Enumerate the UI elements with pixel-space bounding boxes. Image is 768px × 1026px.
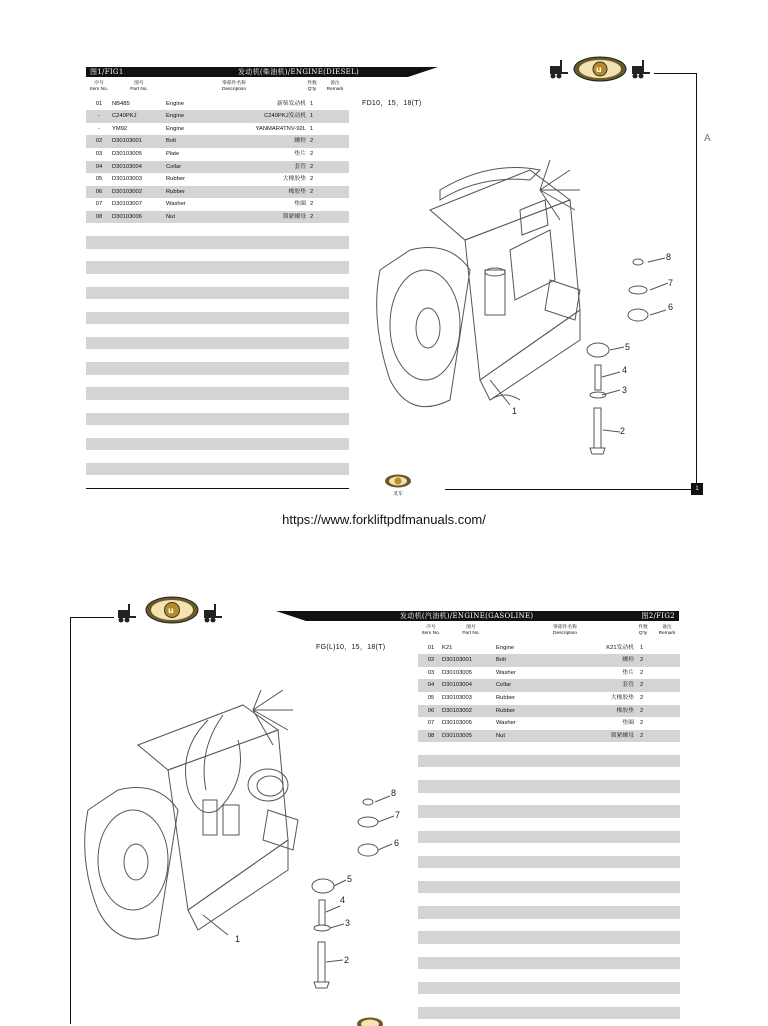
row-qty: 1 bbox=[310, 98, 313, 111]
row-qty: 2 bbox=[310, 135, 313, 148]
table-row bbox=[418, 717, 680, 730]
row-description-cn: 橡胶垫 bbox=[617, 705, 634, 718]
row-description-en: Rubber bbox=[166, 186, 185, 199]
page1-callout-3: 3 bbox=[622, 385, 627, 395]
page2-callout-7: 7 bbox=[395, 810, 400, 820]
page1-title: 发动机(柴油机)/ENGINE(DIESEL) bbox=[238, 67, 359, 77]
svg-text:u: u bbox=[596, 65, 602, 74]
diesel-engine-illustration bbox=[370, 150, 690, 480]
empty-table-row bbox=[418, 1007, 680, 1020]
row-part-no: NB485 bbox=[112, 98, 130, 111]
row-description-cn: YANMAR4TNV-92L bbox=[256, 123, 306, 136]
page1-page-number-text: 1 bbox=[695, 486, 698, 492]
row-description-cn: 垫圈 bbox=[622, 717, 634, 730]
empty-table-row bbox=[418, 957, 680, 970]
row-part-no: D30103006 bbox=[112, 211, 142, 224]
table-row bbox=[86, 211, 349, 224]
page1-frame-right bbox=[696, 73, 697, 483]
row-qty: 2 bbox=[310, 198, 313, 211]
empty-table-row bbox=[418, 755, 680, 768]
col-item-en: Item No. bbox=[86, 87, 112, 93]
table-row bbox=[86, 198, 349, 211]
row-part-no: D30103005 bbox=[442, 717, 472, 730]
page1-callout-6: 6 bbox=[668, 302, 673, 312]
empty-table-row bbox=[418, 805, 680, 818]
p2-col-part-en: Part No. bbox=[454, 631, 488, 637]
table-row bbox=[86, 98, 349, 111]
row-description-en: Engine bbox=[166, 98, 184, 111]
row-description-en: Collar bbox=[496, 679, 511, 692]
row-qty: 2 bbox=[640, 705, 643, 718]
row-item-no: 02 bbox=[90, 135, 108, 148]
table-row bbox=[86, 135, 349, 148]
row-part-no: D30103002 bbox=[442, 705, 472, 718]
row-description-cn: 垫片 bbox=[622, 667, 634, 680]
empty-table-row bbox=[86, 438, 349, 451]
row-item-no: 02 bbox=[422, 654, 440, 667]
p2-col-part-cn: 图号 bbox=[454, 625, 488, 631]
svg-text:u: u bbox=[168, 606, 174, 615]
row-description-cn: 垫圈 bbox=[294, 198, 306, 211]
page1-side-letter: A bbox=[704, 133, 711, 144]
table-row bbox=[86, 148, 349, 161]
row-qty: 1 bbox=[310, 110, 313, 123]
page2-model-label: FG(L)10，15，18(T) bbox=[316, 642, 385, 652]
table-row bbox=[86, 123, 349, 136]
row-description-en: Washer bbox=[166, 198, 186, 211]
row-part-no: D30103005 bbox=[442, 730, 472, 743]
page1-callout-8: 8 bbox=[666, 252, 671, 262]
row-qty: 2 bbox=[640, 717, 643, 730]
row-part-no: D30103007 bbox=[112, 198, 142, 211]
row-part-no: D30103003 bbox=[442, 692, 472, 705]
page1-col-qty bbox=[304, 81, 320, 92]
page1-callout-5: 5 bbox=[625, 342, 630, 352]
row-item-no: - bbox=[90, 110, 108, 123]
row-part-no: D30103002 bbox=[112, 186, 142, 199]
empty-table-row bbox=[86, 463, 349, 476]
row-description-cn: K21发动机 bbox=[606, 642, 634, 655]
row-qty: 1 bbox=[640, 642, 643, 655]
page2-col-part bbox=[454, 625, 488, 636]
row-description-en: Collar bbox=[166, 161, 181, 174]
row-description-cn: 螺栓 bbox=[622, 654, 634, 667]
empty-table-row bbox=[418, 906, 680, 919]
page2-col-desc bbox=[543, 625, 587, 636]
row-qty: 1 bbox=[310, 123, 313, 136]
row-description-en: Nut bbox=[166, 211, 175, 224]
row-description-en: Plate bbox=[166, 148, 179, 161]
page2-frame-top bbox=[70, 617, 114, 618]
p2-col-desc-cn: 零部件名称 bbox=[543, 625, 587, 631]
row-description-en: Washer bbox=[496, 717, 516, 730]
table-row bbox=[418, 642, 680, 655]
table-row bbox=[86, 161, 349, 174]
row-qty: 2 bbox=[640, 667, 643, 680]
row-qty: 2 bbox=[310, 186, 313, 199]
page2-title: 发动机(汽油机)/ENGINE(GASOLINE) bbox=[400, 611, 533, 621]
page2-header-bar bbox=[306, 611, 679, 621]
forklift-brand-logo-2 bbox=[116, 596, 232, 626]
page1-header-wedge bbox=[408, 67, 438, 77]
row-qty: 2 bbox=[640, 730, 643, 743]
page2-callout-5: 5 bbox=[347, 874, 352, 884]
page1-col-desc bbox=[212, 81, 256, 92]
p2-col-qty-en: Q'ty bbox=[634, 631, 652, 637]
empty-table-row bbox=[86, 387, 349, 400]
row-description-cn: 套管 bbox=[622, 679, 634, 692]
row-item-no: 04 bbox=[90, 161, 108, 174]
p2-col-item-cn: 序号 bbox=[418, 625, 444, 631]
row-description-cn: 锁紧螺母 bbox=[611, 730, 634, 743]
page1-callout-7: 7 bbox=[668, 278, 673, 288]
row-item-no: - bbox=[90, 123, 108, 136]
row-item-no: 08 bbox=[90, 211, 108, 224]
row-qty: 2 bbox=[310, 173, 313, 186]
page2-callout-4: 4 bbox=[340, 895, 345, 905]
col-qty-en: Q'ty bbox=[304, 87, 320, 93]
p2-col-qty-cn: 件数 bbox=[634, 625, 652, 631]
forklift-left-icon-2 bbox=[118, 604, 136, 623]
col-remark-cn: 备注 bbox=[322, 81, 348, 87]
col-remark-en: Remark bbox=[322, 87, 348, 93]
row-description-en: Rubber bbox=[166, 173, 185, 186]
page2-fig-label: 图2/FIG2 bbox=[641, 611, 675, 621]
forklift-right-icon-2 bbox=[204, 604, 222, 623]
page1-fig-label: 图1/FIG1 bbox=[90, 67, 124, 77]
col-part-en: Part No. bbox=[122, 87, 156, 93]
empty-table-row bbox=[86, 312, 349, 325]
row-description-en: Bolt bbox=[166, 135, 176, 148]
row-part-no: D30103001 bbox=[112, 135, 142, 148]
empty-table-row bbox=[86, 413, 349, 426]
empty-table-row bbox=[418, 931, 680, 944]
row-qty: 2 bbox=[640, 679, 643, 692]
row-qty: 2 bbox=[310, 211, 313, 224]
row-description-en: Bolt bbox=[496, 654, 506, 667]
row-qty: 2 bbox=[640, 654, 643, 667]
empty-table-row bbox=[418, 982, 680, 995]
page1-model-label: FD10，15，18(T) bbox=[362, 98, 422, 108]
page1-col-remark bbox=[322, 81, 348, 92]
row-item-no: 03 bbox=[422, 667, 440, 680]
table-row bbox=[418, 654, 680, 667]
empty-table-row bbox=[86, 362, 349, 375]
row-part-no: D30103005 bbox=[112, 148, 142, 161]
row-part-no: D30103005 bbox=[442, 667, 472, 680]
row-description-en: Washer bbox=[496, 667, 516, 680]
row-part-no: D30103001 bbox=[442, 654, 472, 667]
empty-table-row bbox=[86, 236, 349, 249]
row-description-en: Rubber bbox=[496, 692, 515, 705]
page2-footer-logo bbox=[356, 1016, 384, 1026]
row-description-en: Engine bbox=[496, 642, 514, 655]
row-item-no: 05 bbox=[90, 173, 108, 186]
gasoline-engine-illustration bbox=[78, 690, 408, 1020]
row-description-en: Engine bbox=[166, 123, 184, 136]
row-description-cn: 锁紧螺母 bbox=[283, 211, 306, 224]
page1-frame-bottom bbox=[445, 489, 691, 490]
p2-col-remark-en: Remark bbox=[654, 631, 680, 637]
row-description-en: Engine bbox=[166, 110, 184, 123]
row-part-no: C240PKJ bbox=[112, 110, 137, 123]
row-part-no: D30103004 bbox=[442, 679, 472, 692]
row-item-no: 07 bbox=[422, 717, 440, 730]
row-description-cn: 垫片 bbox=[294, 148, 306, 161]
row-part-no: YM92 bbox=[112, 123, 127, 136]
row-description-cn: C240PKJ发动机 bbox=[264, 110, 306, 123]
page2-callout-1: 1 bbox=[235, 934, 240, 944]
page2-callout-3: 3 bbox=[345, 918, 350, 928]
p2-col-item-en: Item No. bbox=[418, 631, 444, 637]
col-desc-cn: 零部件名称 bbox=[212, 81, 256, 87]
row-qty: 2 bbox=[640, 692, 643, 705]
row-description-cn: 新柴发动机 bbox=[277, 98, 306, 111]
forklift-right-icon bbox=[632, 60, 650, 79]
row-item-no: 06 bbox=[422, 705, 440, 718]
row-part-no: D30103003 bbox=[112, 173, 142, 186]
page2-frame-left bbox=[70, 617, 71, 1024]
row-qty: 2 bbox=[310, 161, 313, 174]
forklift-brand-logo bbox=[548, 56, 652, 82]
empty-table-row bbox=[86, 287, 349, 300]
page2-col-item bbox=[418, 625, 444, 636]
forklift-left-icon bbox=[550, 60, 568, 79]
empty-table-row bbox=[418, 831, 680, 844]
row-description-en: Rubber bbox=[496, 705, 515, 718]
page2-col-qty bbox=[634, 625, 652, 636]
table-row bbox=[418, 667, 680, 680]
p2-col-desc-en: Description bbox=[543, 631, 587, 637]
table-row bbox=[418, 730, 680, 743]
page1-callout-4: 4 bbox=[622, 365, 627, 375]
page1-col-item bbox=[86, 81, 112, 92]
col-part-cn: 图号 bbox=[122, 81, 156, 87]
page1-col-part bbox=[122, 81, 156, 92]
page2-col-remark bbox=[654, 625, 680, 636]
empty-table-row bbox=[86, 261, 349, 274]
row-description-cn: 大橡胶垫 bbox=[283, 173, 306, 186]
page1-footer-logo bbox=[384, 474, 412, 488]
row-description-cn: 大橡胶垫 bbox=[611, 692, 634, 705]
table-row bbox=[86, 173, 349, 186]
row-description-cn: 螺栓 bbox=[294, 135, 306, 148]
table-row bbox=[418, 679, 680, 692]
row-part-no: K21 bbox=[442, 642, 452, 655]
source-url[interactable]: https://www.forkliftpdfmanuals.com/ bbox=[0, 512, 768, 527]
page2-header-wedge bbox=[276, 611, 306, 621]
table-row bbox=[418, 705, 680, 718]
table-row bbox=[418, 692, 680, 705]
page2-callout-2: 2 bbox=[344, 955, 349, 965]
row-item-no: 01 bbox=[422, 642, 440, 655]
page1-callout-2: 2 bbox=[620, 426, 625, 436]
page1-page-number bbox=[691, 483, 703, 495]
page1-table-bottom-line bbox=[86, 488, 349, 489]
row-item-no: 07 bbox=[90, 198, 108, 211]
p2-col-remark-cn: 备注 bbox=[654, 625, 680, 631]
table-row bbox=[86, 110, 349, 123]
col-item-cn: 序号 bbox=[86, 81, 112, 87]
page2-callout-6: 6 bbox=[394, 838, 399, 848]
row-item-no: 06 bbox=[90, 186, 108, 199]
row-description-cn: 套管 bbox=[294, 161, 306, 174]
row-item-no: 05 bbox=[422, 692, 440, 705]
row-item-no: 01 bbox=[90, 98, 108, 111]
row-part-no: D30103004 bbox=[112, 161, 142, 174]
empty-table-row bbox=[86, 337, 349, 350]
row-description-cn: 橡胶垫 bbox=[289, 186, 306, 199]
empty-table-row bbox=[418, 780, 680, 793]
empty-table-row bbox=[418, 881, 680, 894]
row-qty: 2 bbox=[310, 148, 313, 161]
row-item-no: 03 bbox=[90, 148, 108, 161]
page1-callout-1: 1 bbox=[512, 406, 517, 416]
col-qty-cn: 件数 bbox=[304, 81, 320, 87]
empty-table-row bbox=[418, 856, 680, 869]
table-row bbox=[86, 186, 349, 199]
row-item-no: 08 bbox=[422, 730, 440, 743]
col-desc-en: Description bbox=[212, 87, 256, 93]
page1-frame-top bbox=[654, 73, 696, 74]
page1-header-bar bbox=[86, 67, 408, 77]
row-item-no: 04 bbox=[422, 679, 440, 692]
page1-footer-logo-text: 叉车 bbox=[386, 490, 410, 497]
page2-callout-8: 8 bbox=[391, 788, 396, 798]
row-description-en: Nut bbox=[496, 730, 505, 743]
